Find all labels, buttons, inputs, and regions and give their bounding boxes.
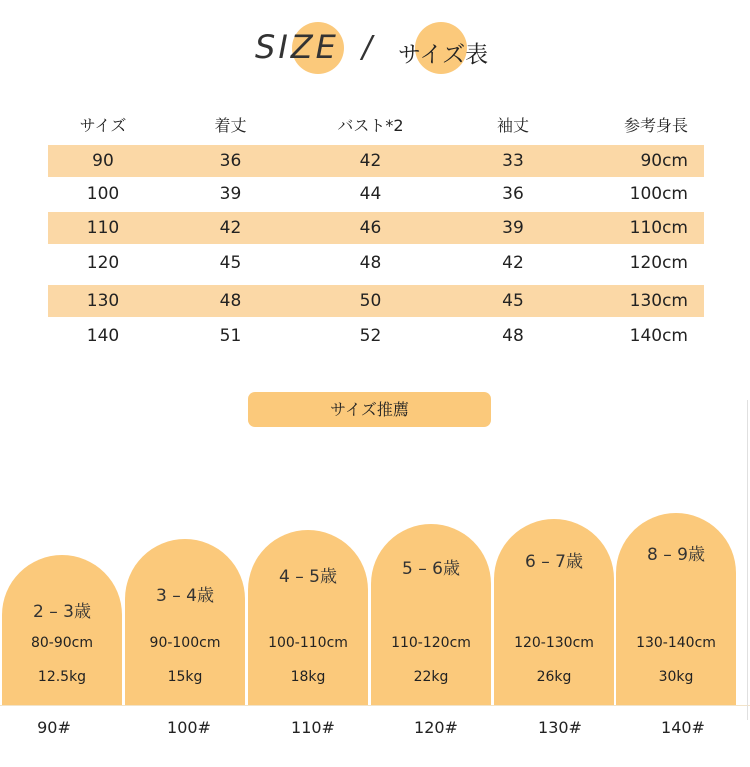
cell-length: 39: [219, 184, 242, 204]
age-card: [494, 519, 614, 705]
table-row: [48, 178, 704, 210]
cell-length: 48: [219, 291, 242, 311]
cell-height: 100cm: [629, 184, 688, 204]
cell-length: 51: [219, 326, 242, 346]
weight-label: 15kg: [167, 669, 203, 685]
cell-size: 110: [86, 218, 120, 238]
cell-size: 140: [86, 326, 120, 346]
title-en: SIZE: [255, 28, 339, 66]
size-recommend-button[interactable]: サイズ推薦: [248, 392, 491, 427]
size-tag: 90#: [37, 718, 71, 737]
cell-height: 90cm: [640, 151, 688, 171]
height-range: 120-130cm: [514, 635, 594, 651]
age-card: [616, 513, 736, 705]
header-height: 参考身長: [623, 116, 688, 135]
height-range: 100-110cm: [268, 635, 348, 651]
cell-length: 45: [219, 253, 242, 273]
title-separator: /: [362, 30, 373, 65]
cell-size: 100: [86, 184, 120, 204]
cell-height: 120cm: [629, 253, 688, 273]
cell-bust: 44: [359, 184, 382, 204]
cell-bust: 48: [359, 253, 382, 273]
weight-label: 30kg: [658, 669, 694, 685]
weight-label: 26kg: [536, 669, 572, 685]
height-range: 80-90cm: [30, 635, 93, 651]
table-row: [48, 285, 704, 317]
size-tag: 120#: [414, 718, 458, 737]
cell-sleeve: 48: [502, 326, 524, 346]
height-range: 90-100cm: [149, 635, 221, 651]
cell-bust: 52: [359, 326, 382, 346]
table-row: [48, 212, 704, 244]
age-card: [125, 539, 245, 705]
age-label: 4 – 5歳: [279, 567, 337, 587]
age-label: 6 – 7歳: [525, 552, 583, 572]
age-card: [371, 524, 491, 705]
height-range: 130-140cm: [636, 635, 716, 651]
cell-bust: 42: [359, 151, 382, 171]
table-row: [48, 247, 704, 279]
size-tag: 110#: [291, 718, 335, 737]
cell-sleeve: 45: [502, 291, 524, 311]
height-range: 110-120cm: [391, 635, 471, 651]
cell-sleeve: 42: [502, 253, 524, 273]
cell-sleeve: 39: [502, 218, 524, 238]
cell-height: 140cm: [629, 326, 688, 346]
title-jp: サイズ表: [398, 42, 489, 68]
age-label: 8 – 9歳: [647, 545, 705, 565]
table-header-row: [48, 110, 704, 142]
header-sleeve: 袖丈: [496, 116, 529, 135]
header-size: サイズ: [79, 116, 127, 135]
weight-label: 22kg: [413, 669, 449, 685]
cell-size: 90: [92, 151, 114, 171]
divider: [747, 400, 748, 720]
age-label: 5 – 6歳: [402, 559, 460, 579]
table-row: [48, 320, 704, 352]
header-length: 着丈: [214, 116, 247, 135]
size-tag: 130#: [538, 718, 582, 737]
cell-sleeve: 36: [502, 184, 524, 204]
size-tag: 140#: [661, 718, 705, 737]
age-card: [248, 530, 368, 705]
cell-bust: 46: [359, 218, 382, 238]
cell-sleeve: 33: [502, 151, 524, 171]
age-label: 2 – 3歳: [33, 602, 91, 622]
weight-label: 12.5kg: [37, 669, 87, 685]
cell-height: 130cm: [629, 291, 688, 311]
age-card: [2, 555, 122, 705]
cell-length: 36: [219, 151, 242, 171]
header-bust: バスト*2: [337, 116, 404, 135]
cell-size: 130: [86, 291, 120, 311]
weight-label: 18kg: [290, 669, 326, 685]
cell-bust: 50: [359, 291, 382, 311]
table-row: [48, 145, 704, 177]
cell-height: 110cm: [629, 218, 688, 238]
age-label: 3 – 4歳: [156, 586, 214, 606]
cell-length: 42: [219, 218, 242, 238]
size-tag: 100#: [167, 718, 211, 737]
divider: [0, 705, 750, 706]
cell-size: 120: [86, 253, 120, 273]
